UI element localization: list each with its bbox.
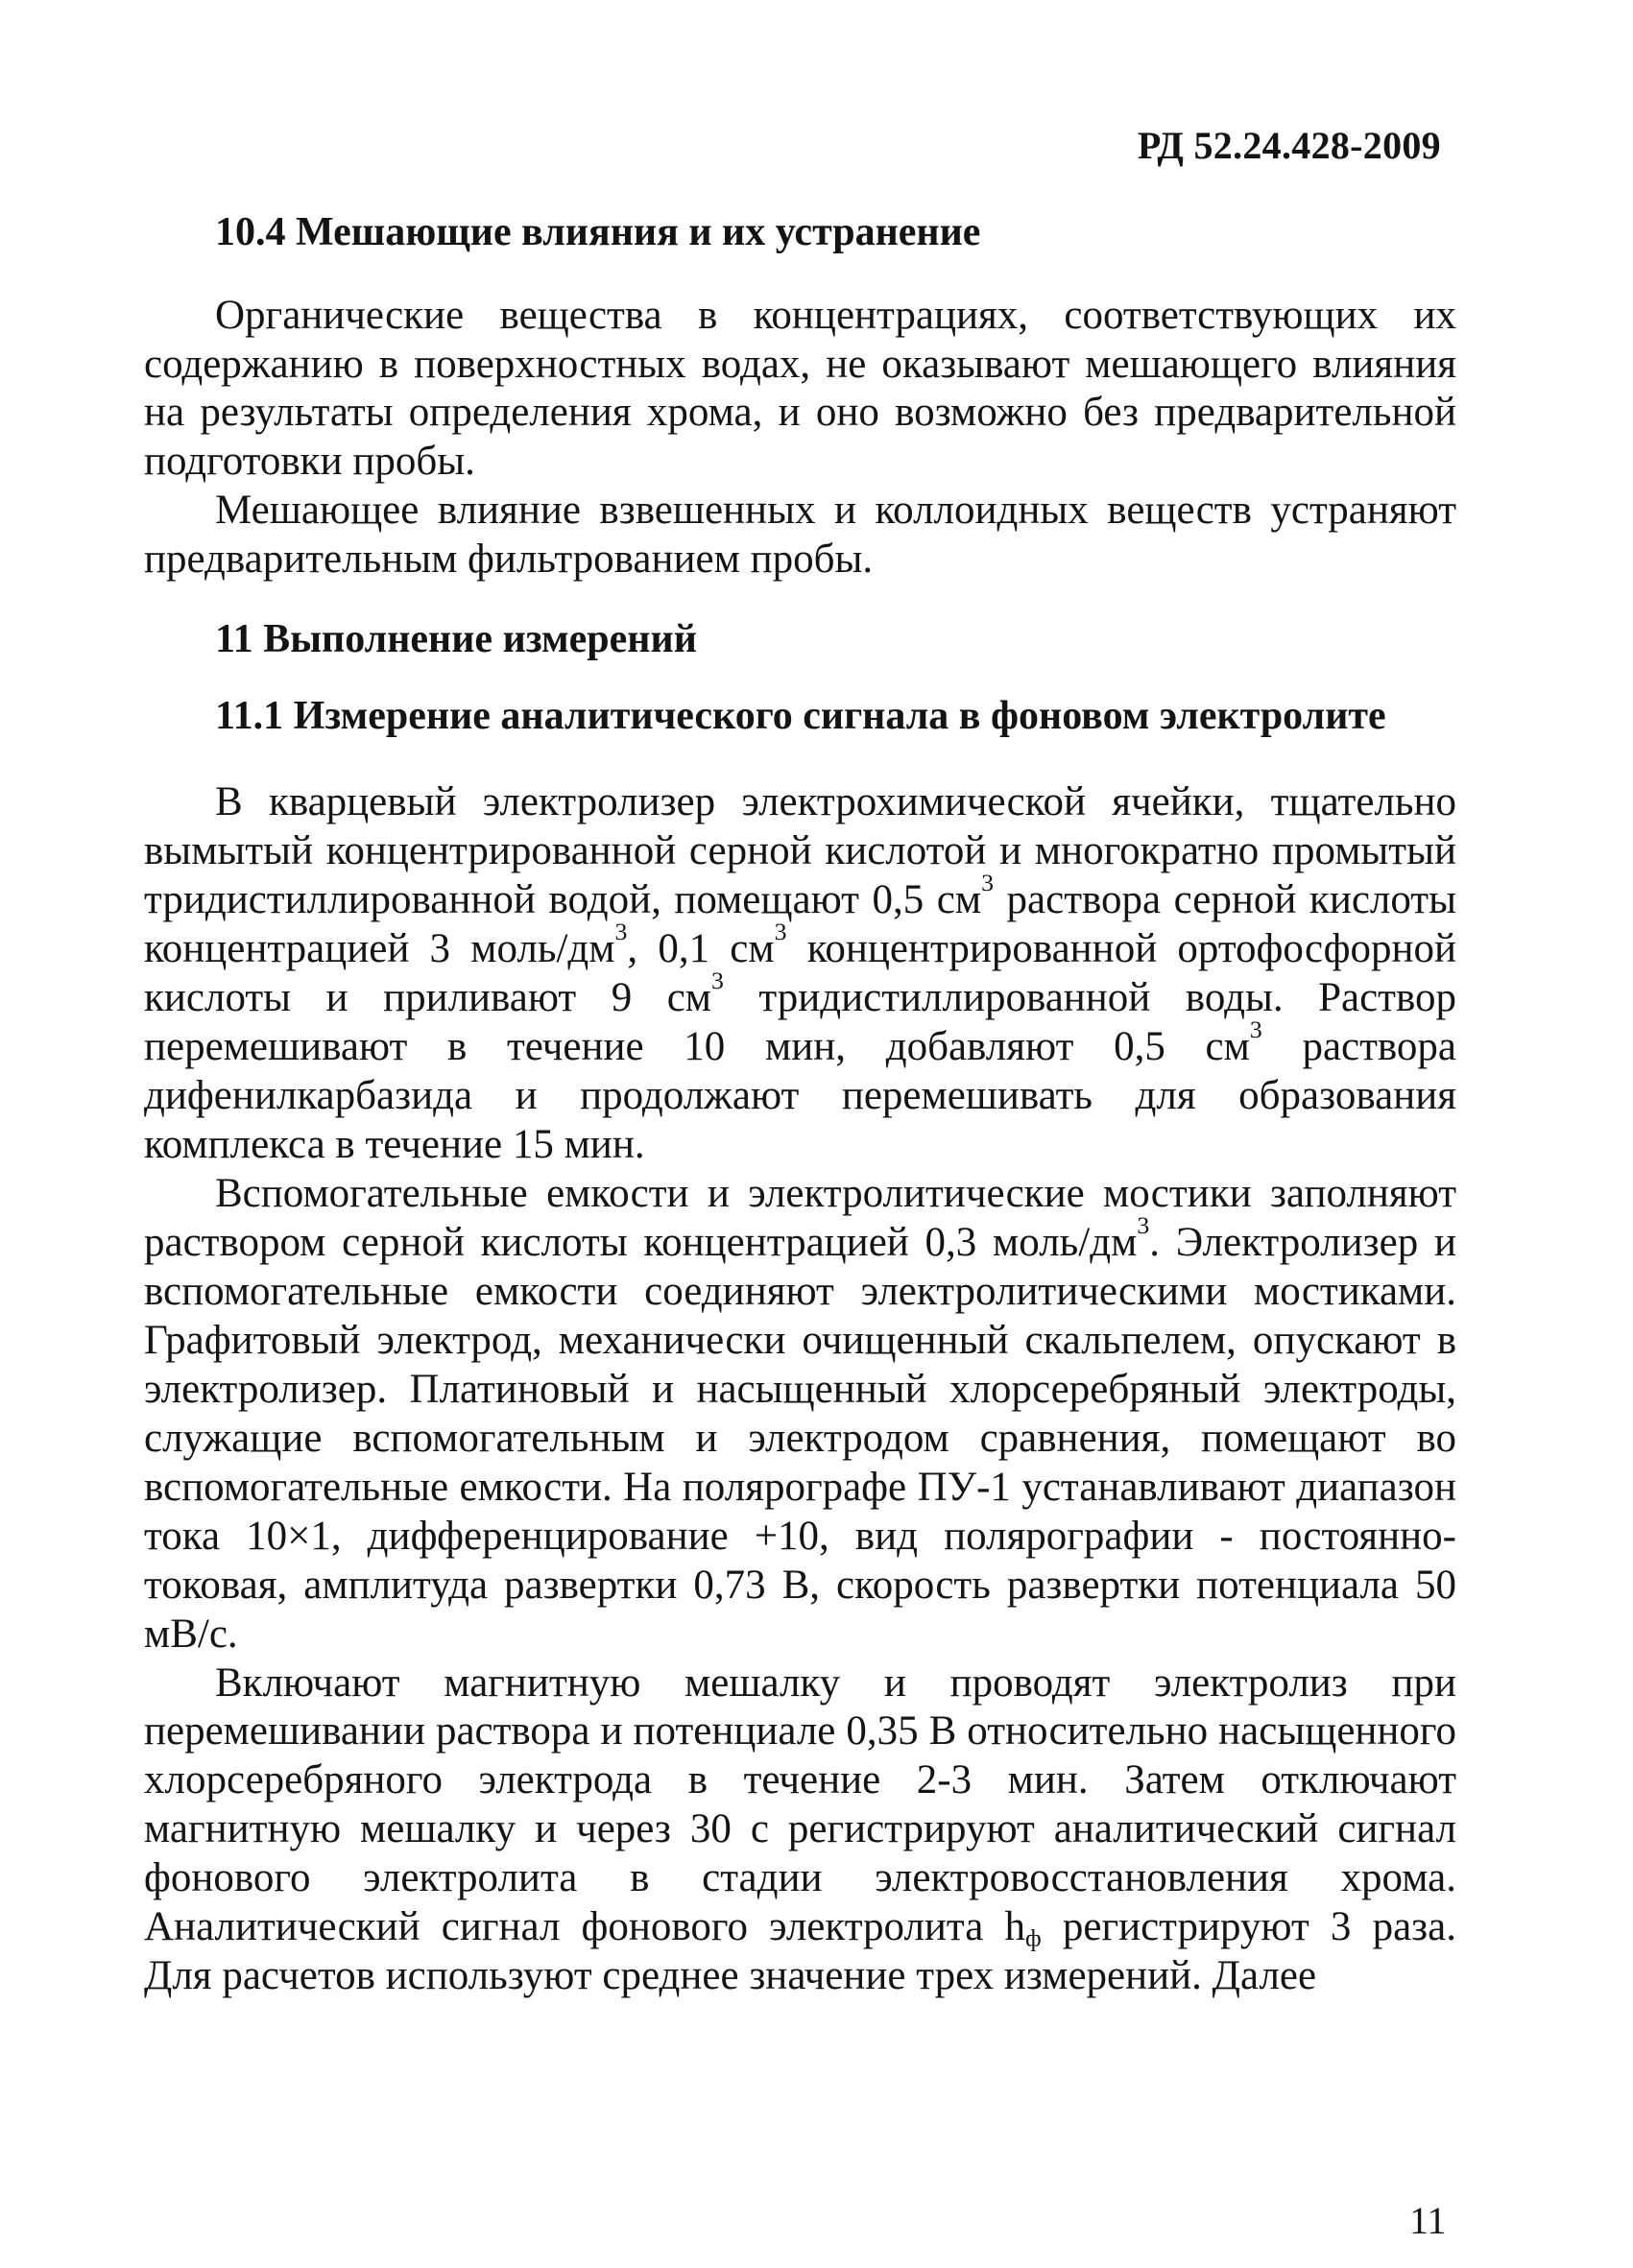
document-code: РД 52.24.428-2009 xyxy=(1137,124,1441,167)
section-10-4-paragraph-1: Органические вещества в концентрациях, соответствующих их содержанию в поверхностных водах, не оказывают мешающего влияния на результаты определения хрома, и оно возможно без предварительной подготовки пробы. xyxy=(144,292,1456,485)
section-11-1-paragraph-1: В кварцевый электролизер электрохимической ячейки, тщательно вымытый концентрированной серной кислотой и многократно промытый тридистиллированной водой, помещают 0,5 $см^3$ раствора серной кислоты концентрацией 3 моль/$дм^3$, 0,1 $см^3$ концентрированной ортофосфорной кислоты и приливают 9 $см^3$ тридистиллированной воды. Раствор перемешивают в течение 10 мин, добавляют 0,5 $см^3$ раствора дифенилкарбазида и продолжают перемешивать для образования комплекса в течение 15 мин. xyxy=(144,779,1456,1168)
section-11-1-paragraph-3: Включают магнитную мешалку и проводят электролиз при перемешивании раствора и потенциале 0,35 В относительно насыщенного хлорсеребряного электрода в течение 2-3 мин. Затем отключают магнитную мешалку и через 30 с регистрируют аналитический сигнал фонового электролита в стадии электровосстановления хрома. Аналитический сигнал фонового электролита $h_ф$ регистрируют 3 раза. Для расчетов используют среднее значение трех измерений. Далее xyxy=(144,1659,1456,1999)
page-body xyxy=(144,209,1456,2001)
section-10-4-paragraph-2: Мешающее влияние взвешенных и коллоидных веществ устраняют предварительным фильтрованием пробы. xyxy=(144,488,1456,583)
section-10-4-heading: 10.4 Мешающие влияния и их устранение xyxy=(215,210,981,254)
page-number: 11 xyxy=(1409,2199,1447,2242)
section-11-heading: 11 Выполнение измерений xyxy=(215,617,697,662)
section-11-1-heading: 11.1 Измерение аналитического сигнала в фоновом электролите xyxy=(215,693,1386,738)
section-11-1-paragraph-2: Вспомогательные емкости и электролитические мостики заполняют раствором серной кислоты концентрацией 0,3 моль/$дм^3$. Электролизер и вспомогательные емкости соединяют электролитическими мостиками. Графитовый электрод, механически очищенный скальпелем, опускают в электролизер. Платиновый и насыщенный хлорсеребряный электроды, служащие вспомогательным и электродом сравнения, помещают во вспомогательные емкости. На полярографе ПУ-1 устанавливают диапазон тока 10×1, дифференцирование +10, вид полярографии - постоянно-токовая, амплитуда развертки 0,73 В, скорость развертки потенциала 50 мВ/с. xyxy=(144,1170,1456,1657)
